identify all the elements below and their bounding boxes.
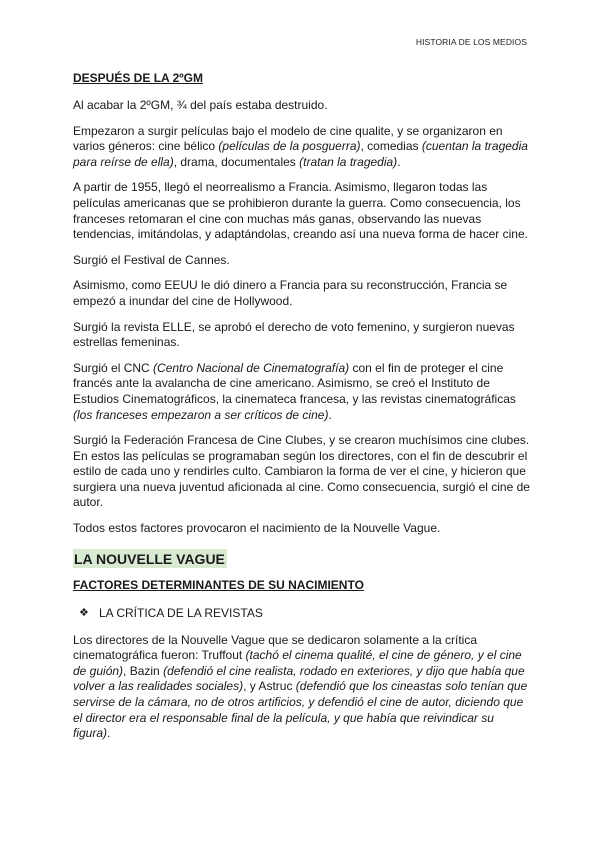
text-run: . — [107, 726, 111, 741]
paragraph-4: Surgió el Festival de Cannes. — [73, 252, 230, 267]
paragraph-5: Asimismo, como EEUU le dió dinero a Francia para su reconstrucción, Francia se empezó a inundar del cine de Hollywood. — [73, 278, 508, 308]
text-run: , drama, documentales — [173, 154, 300, 169]
text-run: , y Astruc — [243, 679, 296, 694]
bullet-item — [79, 605, 533, 621]
paragraph-1: Al acabar la 2ºGM, ¾ del país estaba destruido. — [73, 98, 328, 112]
section-heading-nouvelle-vague: LA NOUVELLE VAGUE — [74, 550, 225, 567]
bullet-label: LA CRÍTICA DE LA REVISTAS — [99, 605, 263, 620]
italic-run: (tratan la tragedia) — [299, 154, 398, 169]
text-run: . — [328, 407, 332, 422]
paragraph-3: A partir de 1955, llegó el neorrealismo a Francia. Asimismo, llegaron todas las películas americanas que se prohibieron durante la guerra. Como consecuencia, los franceses retomaran el cine con muchas más ganas, observando las nuevas tendencias, imitándolas, y adaptándolas, creando así una nueva forma de hacer cine. — [73, 180, 528, 242]
italic-run: (cuentan la tragedia para reírse de ella) — [73, 139, 528, 169]
italic-run: (películas de la posguerra) — [218, 139, 361, 154]
paragraph-2 — [73, 124, 533, 171]
text-run: Los directores de la Nouvelle Vague que se dedicaron solamente a la crítica cinematográfica fueron: Truffout — [73, 632, 478, 663]
italic-run: (los franceses empezaron a ser críticos de cine) — [73, 407, 329, 422]
subheading-factors: FACTORES DETERMINANTES DE SU NACIMIENTO — [73, 577, 364, 592]
text-run: , Bazin — [123, 663, 164, 678]
italic-run: (defendió que los cineastas solo tenían que servirse de la cámara, no de otros artificios, y defendió el cine de autor, diciendo que el director era el responsable final de la película, y que había que reivindicar su figura) — [73, 679, 528, 741]
diamond-bullet-icon: ❖ — [79, 606, 89, 619]
italic-run: (defendió el cine realista, rodado en exteriores, y dijo que había que volver a las realidades sociales) — [73, 663, 525, 694]
document-body — [73, 70, 533, 742]
italic-run: (Centro Nacional de Cinematografía) — [153, 360, 350, 375]
paragraph-9: Todos estos factores provocaron el nacimiento de la Nouvelle Vague. — [73, 521, 441, 536]
text-run: , comedias — [360, 139, 422, 154]
text-run: Empezaron a surgir películas bajo el modelo de cine qualite, y se organizaron en varios géneros: cine bélico — [73, 123, 503, 154]
paragraph-8: Surgió la Federación Francesa de Cine Clubes, y se crearon muchísimos cine clubes. En estos las películas se programaban según los directores, con el fin de descubrir el estilo de cada uno y rendirles culto. Cambiaron la forma de ver el cine, y hicieron que surgiera una nueva juventud aficionada al cine. Como consecuencia, surgió el cine de autor. — [73, 433, 530, 510]
paragraph-critics — [73, 633, 533, 742]
text-run: con el fin de proteger el cine francés ante la avalancha de cine americano. Asimismo, se creó el Instituto de Estudios Cinematográficos, la cinemateca francesa, y las revistas cinematográficas — [73, 360, 516, 406]
text-run: . — [397, 154, 401, 169]
text-run: Surgió el CNC — [73, 360, 154, 375]
paragraph-6: Surgió la revista ELLE, se aprobó el derecho de voto femenino, y surgieron nuevas estrellas femeninas. — [73, 319, 515, 350]
section-heading-postwar: DESPUÉS DE LA 2ºGM — [73, 71, 203, 85]
paragraph-7 — [73, 361, 533, 423]
running-header: HISTORIA DE LOS MEDIOS — [415, 37, 527, 47]
italic-run: (tachó el cinema qualité, el cine de género, y el cine de guión) — [73, 648, 522, 678]
